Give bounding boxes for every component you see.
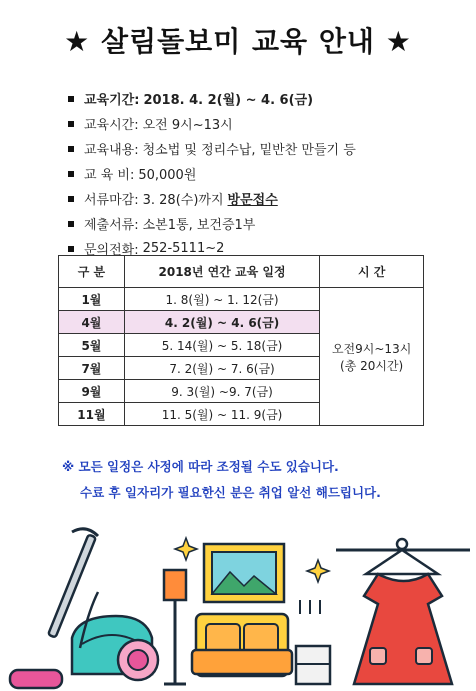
info-label: 교 육 비: [84, 168, 135, 183]
info-label: 서류마감: [84, 193, 139, 208]
row-month: 4월 [59, 311, 125, 334]
header-time: 시 간 [320, 256, 424, 288]
row-month: 5월 [59, 334, 125, 357]
notice [62, 457, 381, 501]
bullet-icon [68, 196, 74, 202]
row-period: 7. 2(월) ~ 7. 6(금) [124, 357, 319, 380]
row-period: 1. 8(월) ~ 1. 12(금) [124, 288, 319, 311]
info-item-content [68, 136, 356, 161]
row-month: 11월 [59, 403, 125, 426]
info-value: 오전 9시~13시 [142, 118, 233, 133]
info-label: 교육기간: [84, 93, 140, 108]
info-list [68, 86, 356, 261]
info-value: 3. 28(수)까지 [142, 193, 224, 208]
row-month: 1월 [59, 288, 125, 311]
bullet-icon [68, 146, 74, 152]
total-hours-text: (총 20시간) [340, 358, 404, 373]
time-text: 오전9시~13시 [331, 341, 412, 356]
row-period: 5. 14(월) ~ 5. 18(금) [124, 334, 319, 357]
notice-line-1: ※ 모든 일정은 사정에 따라 조정될 수도 있습니다. [62, 459, 339, 474]
info-value: 252-5111~2 [142, 241, 225, 256]
info-value: 2018. 4. 2(월) ~ 4. 6(금) [143, 93, 314, 108]
header-schedule: 2018년 연간 교육 일정 [124, 256, 319, 288]
info-label: 제출서류: [84, 218, 139, 233]
row-period: 9. 3(월) ~9. 7(금) [124, 380, 319, 403]
time-cell [320, 288, 424, 426]
info-value: 청소법 및 정리수납, 밑반찬 만들기 등 [142, 143, 356, 158]
header-category: 구 분 [59, 256, 125, 288]
row-period: 4. 2(월) ~ 4. 6(금) [124, 311, 319, 334]
info-label: 교육내용: [84, 143, 139, 158]
table-row [59, 288, 424, 311]
info-item-fee [68, 161, 356, 186]
illustration [0, 520, 476, 691]
info-value: 50,000원 [138, 168, 197, 183]
schedule-table [58, 255, 424, 426]
vacuum-cleaner-icon [10, 529, 158, 688]
row-period: 11. 5(월) ~ 11. 9(금) [124, 403, 319, 426]
bullet-icon [68, 121, 74, 127]
info-item-documents [68, 211, 356, 236]
row-month: 7월 [59, 357, 125, 380]
info-label: 교육시간: [84, 118, 139, 133]
visit-submission-text: 방문접수 [227, 193, 278, 208]
dress-on-hanger-icon [336, 539, 470, 684]
notice-line-2: 수료 후 일자리가 필요한신 분은 취업 알선 해드립니다. [80, 485, 381, 500]
info-item-period [68, 86, 356, 111]
living-room-icon [164, 538, 330, 684]
bullet-icon [68, 171, 74, 177]
info-label: 문의전화: [84, 243, 139, 258]
page-title: ★ 살림돌보미 교육 안내 ★ [64, 25, 412, 58]
bullet-icon [68, 96, 74, 102]
bullet-icon [68, 221, 74, 227]
info-item-time [68, 111, 356, 136]
info-item-deadline [68, 186, 356, 211]
bullet-icon [68, 246, 74, 252]
info-value: 소본1통, 보건증1부 [142, 218, 256, 233]
table-header-row [59, 256, 424, 288]
row-month: 9월 [59, 380, 125, 403]
